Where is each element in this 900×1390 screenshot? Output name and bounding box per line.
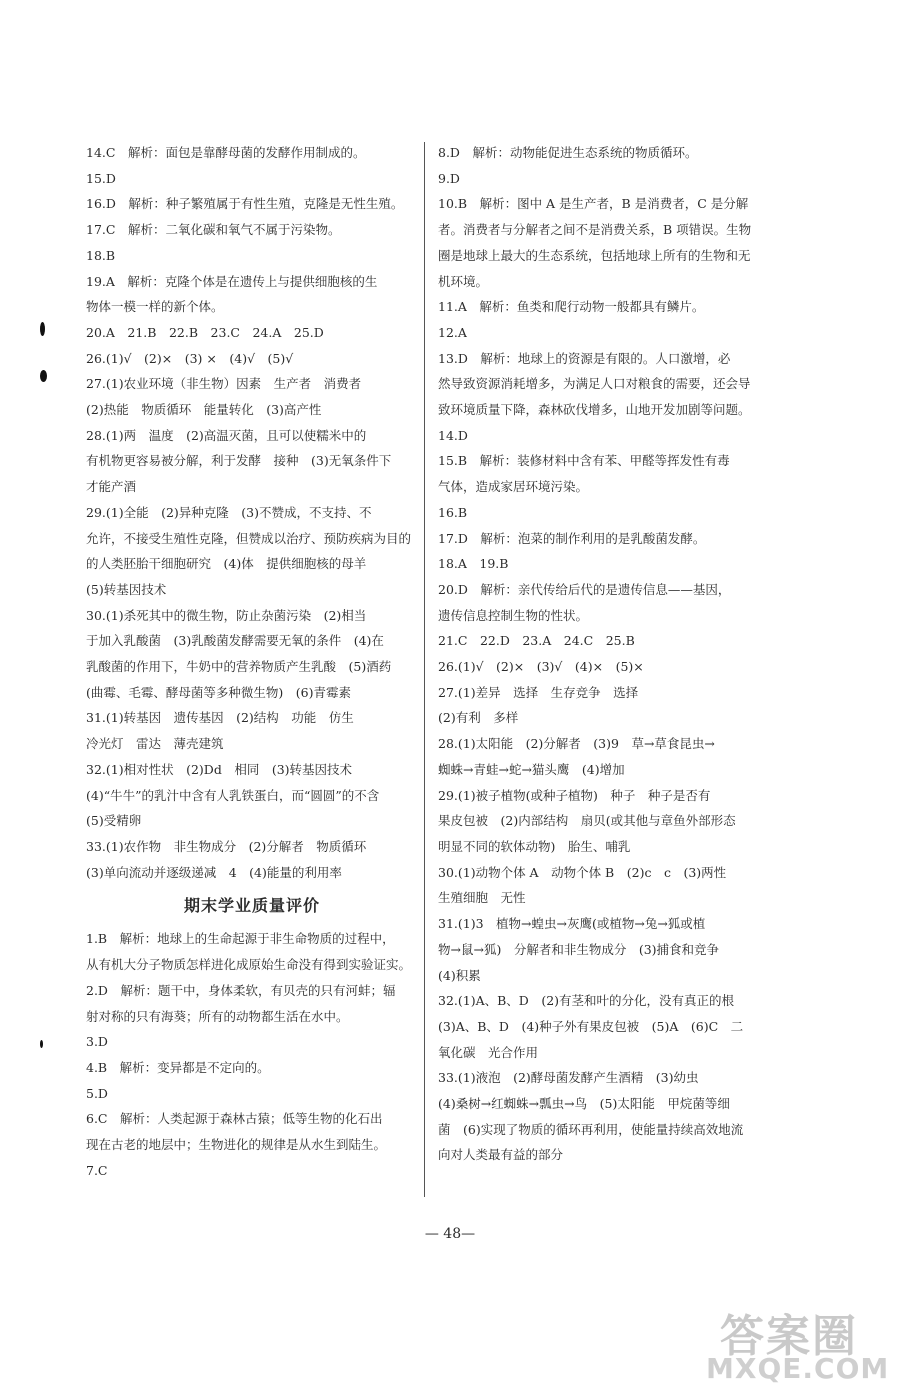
answer-line: 15.B 解析：装修材料中含有苯、甲醛等挥发性有毒	[438, 453, 730, 469]
ink-mark	[40, 370, 47, 382]
answer-line: 乳酸菌的作用下，牛奶中的营养物质产生乳酸 (5)酒药	[86, 659, 392, 675]
answer-line: 射对称的只有海葵；所有的动物都生活在水中。	[86, 1008, 349, 1024]
answer-line: 允许，不接受生殖性克隆，但赞成以治疗、预防疾病为目的	[86, 530, 412, 546]
watermark-logo: 答案圈	[720, 1311, 858, 1362]
answer-line: 29.(1)全能 (2)异种克隆 (3)不赞成，不支持、不	[86, 504, 372, 520]
answer-line: 遗传信息控制生物的性状。	[438, 607, 589, 623]
answer-line: 14.C 解析：面包是靠酵母菌的发酵作用制成的。	[86, 145, 366, 160]
answer-line: 物→鼠→狐) 分解者和非生物成分 (3)捕食和竞争	[438, 941, 720, 957]
answer-line: 12.A	[438, 324, 467, 340]
answer-line: (5)转基因技术	[86, 581, 167, 597]
answer-line: 28.(1)太阳能 (2)分解者 (3)9 草→草食昆虫→	[438, 736, 715, 752]
answer-line: 致环境质量下降，森林砍伐增多，山地开发加剧等问题。	[438, 402, 751, 418]
answer-line: 26.(1)√ (2)× (3) × (4)√ (5)√	[86, 350, 294, 366]
answer-line: (3)A、B、D (4)种子外有果皮包被 (5)A (6)C 二	[438, 1018, 744, 1034]
answer-line: 13.D 解析：地球上的资源是有限的。人口激增，必	[438, 350, 731, 366]
answer-line: (4)桑树→红蜘蛛→瓢虫→鸟 (5)太阳能 甲烷菌等细	[438, 1096, 730, 1112]
answer-line: 14.D	[438, 427, 468, 443]
column-divider	[424, 142, 425, 1197]
answer-line: 16.B	[438, 504, 468, 520]
answer-line: 27.(1)农业环境（非生物）因素 生产者 消费者	[86, 376, 362, 392]
answer-line: 物体一模一样的新个体。	[86, 299, 224, 315]
answer-line: 31.(1)转基因 遗传基因 (2)结构 功能 仿生	[86, 710, 354, 726]
answer-line: 21.C 22.D 23.A 24.C 25.B	[438, 633, 635, 649]
answer-line: 1.B 解析：地球上的生命起源于非生命物质的过程中，	[86, 931, 395, 947]
answer-line: 32.(1)相对性状 (2)Dd 相同 (3)转基因技术	[86, 761, 353, 777]
answer-line: (3)单向流动并逐级递减 4 (4)能量的利用率	[86, 864, 342, 880]
answer-line: 8.D 解析：动物能促进生态系统的物质循环。	[438, 145, 698, 160]
answer-line: 向对人类最有益的部分	[438, 1147, 564, 1163]
answer-line: (2)有利 多样	[438, 710, 519, 726]
left-column	[86, 140, 418, 1183]
answer-line: 冷光灯 雷达 薄壳建筑	[86, 736, 224, 752]
answer-line: 有机物更容易被分解，利于发酵 接种 (3)无氧条件下	[86, 453, 392, 469]
answer-line: 33.(1)农作物 非生物成分 (2)分解者 物质循环	[86, 838, 367, 854]
answer-line: 现在古老的地层中；生物进化的规律是从水生到陆生。	[86, 1137, 387, 1153]
answer-line: 18.A 19.B	[438, 556, 509, 572]
left-answers-before	[86, 140, 418, 885]
ink-mark	[40, 322, 45, 336]
answer-line: 20.A 21.B 22.B 23.C 24.A 25.D	[86, 324, 324, 340]
answer-line: 果皮包被 (2)内部结构 扇贝(或其他与章鱼外部形态	[438, 813, 736, 829]
answer-line: 26.(1)√ (2)× (3)√ (4)× (5)×	[438, 659, 644, 675]
answer-line: 6.C 解析：人类起源于森林古猿；低等生物的化石出	[86, 1111, 383, 1127]
answer-line: 生殖细胞 无性	[438, 890, 526, 906]
answer-line: (4)“牛牛”的乳汁中含有人乳铁蛋白，而“圆圆”的不含	[86, 787, 380, 803]
left-answers-after	[86, 926, 418, 1183]
answer-line: 圈是地球上最大的生态系统，包括地球上所有的生物和无	[438, 247, 751, 263]
answer-line: 19.A 解析：克隆个体是在遗传上与提供细胞核的生	[86, 273, 378, 289]
answer-line: 3.D	[86, 1034, 108, 1050]
answer-line: (4)积累	[438, 967, 481, 983]
answer-line: 31.(1)3 植物→蝗虫→灰鹰(或植物→兔→狐或植	[438, 916, 706, 932]
answer-line: (5)受精卵	[86, 813, 142, 829]
answer-line: 20.D 解析：亲代传给后代的是遗传信息——基因，	[438, 581, 731, 597]
answer-line: 16.D 解析：种子繁殖属于有性生殖，克隆是无性生殖。	[86, 196, 404, 212]
right-answers	[438, 140, 788, 1168]
answer-line: 氧化碳 光合作用	[438, 1044, 539, 1060]
answer-line: 明显不同的软体动物) 胎生、哺乳	[438, 838, 631, 854]
answer-line: (2)热能 物质循环 能量转化 (3)高产性	[86, 402, 322, 418]
answer-line: 于加入乳酸菌 (3)乳酸菌发酵需要无氧的条件 (4)在	[86, 633, 384, 649]
answer-line: 者。消费者与分解者之间不是消费关系，B 项错误。生物	[438, 222, 752, 238]
answer-line: 27.(1)差异 选择 生存竞争 选择	[438, 684, 639, 700]
answer-line: 才能产酒	[86, 479, 137, 495]
answer-line: 从有机大分子物质怎样进化成原始生命没有得到实验证实。	[86, 957, 412, 973]
page-number: — 48—	[424, 1226, 476, 1242]
answer-line: 的人类胚胎干细胞研究 (4)体 提供细胞核的母羊	[86, 556, 367, 572]
answer-line: 17.C 解析：二氧化碳和氧气不属于污染物。	[86, 222, 341, 238]
answer-line: 33.(1)液泡 (2)酵母菌发酵产生酒精 (3)幼虫	[438, 1070, 699, 1086]
answer-line: (曲霉、毛霉、酵母菌等多种微生物) (6)青霉素	[86, 684, 351, 700]
answer-line: 9.D	[438, 170, 460, 186]
answer-line: 机环境。	[438, 273, 489, 289]
answer-line: 菌 (6)实现了物质的循环再利用，使能量持续高效地流	[438, 1121, 744, 1137]
answer-line: 30.(1)动物个体 A 动物个体 B (2)c c (3)两性	[438, 864, 727, 880]
answer-line: 10.B 解析：图中 A 是生产者，B 是消费者，C 是分解	[438, 196, 749, 212]
answer-line: 然导致资源消耗增多，为满足人口对粮食的需要，还会导	[438, 376, 751, 392]
answer-line: 18.B	[86, 247, 116, 263]
answer-line: 32.(1)A、B、D (2)有茎和叶的分化，没有真正的根	[438, 993, 735, 1009]
answer-line: 28.(1)两 温度 (2)高温灭菌，且可以使糯米中的	[86, 427, 367, 443]
answer-line: 17.D 解析：泡菜的制作利用的是乳酸菌发酵。	[438, 530, 706, 546]
answer-line: 29.(1)被子植物(或种子植物) 种子 种子是否有	[438, 787, 711, 803]
answer-line: 蜘蛛→青蛙→蛇→猫头鹰 (4)增加	[438, 761, 625, 777]
answer-line: 5.D	[86, 1085, 108, 1101]
right-column	[438, 140, 788, 1168]
answer-line: 7.C	[86, 1162, 108, 1178]
answer-line: 11.A 解析：鱼类和爬行动物一般都具有鳞片。	[438, 299, 705, 315]
section-title: 期末学业质量评价	[183, 896, 320, 916]
watermark-url: MXQE.COM	[706, 1352, 890, 1385]
answer-line: 4.B 解析：变异都是不定向的。	[86, 1059, 270, 1075]
answer-line: 2.D 解析：题干中，身体柔软，有贝壳的只有河蚌；辐	[86, 982, 396, 998]
ink-mark	[40, 1040, 43, 1048]
answer-line: 30.(1)杀死其中的微生物，防止杂菌污染 (2)相当	[86, 607, 367, 623]
answer-line: 气体，造成家居环境污染。	[438, 479, 589, 495]
answer-line: 15.D	[86, 170, 116, 186]
